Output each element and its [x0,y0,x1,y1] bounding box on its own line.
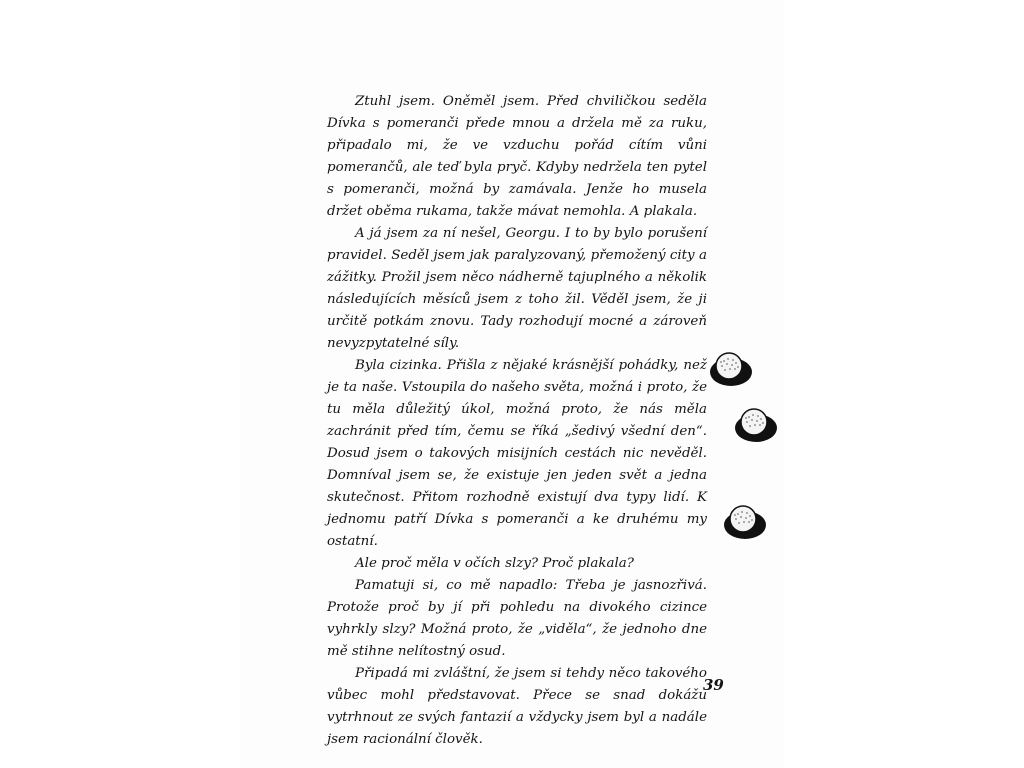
paragraph: Pamatuji si, co mě napadlo: Třeba je jasnozřivá. Protože proč by jí při pohledu na divokého cizince vyhrkly slzy? Možná proto, že „viděla“, že jednoho dne mě stihne nelítostný osud. [327,578,707,659]
body-text [327,91,707,751]
paragraph: Byla cizinka. Přišla z nějaké krásnější pohádky, než je ta naše. Vstoupila do našeho světa, možná i proto, že tu měla důležitý úkol, možná proto, že nás měla zachránit před tím, čemu se říká „šedivý všední den“. Dosud jsem o takových misijních cestách nic nevěděl. Domníval jsem se, že existuje jen jeden svět a jedna skutečnost. Přitom rozhodně existují dva typy lidí. K jednomu patří Dívka s pomeranči a ke druhému my ostatní. [327,358,707,549]
orange-icon [708,350,754,388]
paragraph: A já jsem za ní nešel, Georgu. I to by bylo porušení pravidel. Seděl jsem jak paralyzovaný, přemožený city a zážitky. Prožil jsem něco nádherně tajuplného a několik následujících měsíců jsem z toho žil. Věděl jsem, že ji určitě potkám znovu. Tady rozhodují mocné a zároveň nevyzpytatelné síly. [327,226,707,351]
paragraph: Připadá mi zvláštní, že jsem si tehdy něco takového vůbec mohl představovat. Přece se snad dokážu vytrhnout ze svých fantazií a vždycky jsem byl a nadále jsem racionální člověk. [327,666,707,747]
paragraph: Ale proč měla v očích slzy? Proč plakala? [355,556,634,571]
page-number: 39 [703,676,724,694]
orange-icon [722,503,768,541]
paragraph: Ztuhl jsem. Oněměl jsem. Před chviličkou seděla Dívka s pomeranči přede mnou a držela mě za ruku, připadalo mi, že ve vzduchu pořád cítím vůni pomerančů, ale teď byla pryč. Kdyby nedržela ten pytel s pomeranči, možná by zamávala. Jenže ho musela držet oběma rukama, takže mávat nemohla. A plakala. [327,94,707,219]
orange-icon [733,406,779,444]
